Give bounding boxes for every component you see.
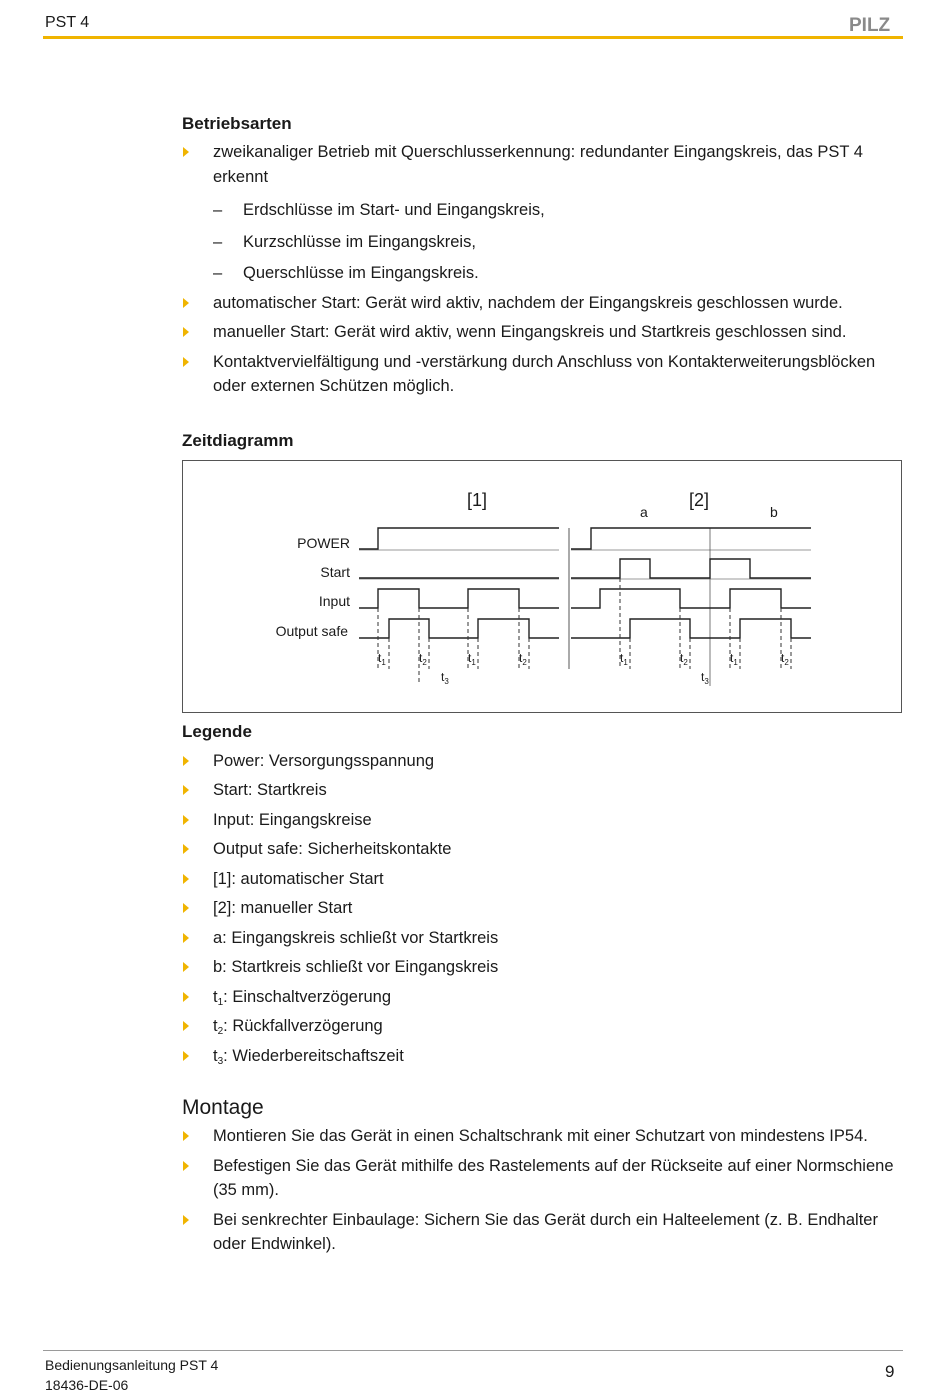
montage-heading: Montage bbox=[182, 1096, 264, 1119]
arrow-bullet-icon bbox=[183, 785, 189, 795]
svg-text:t2 bbox=[781, 651, 789, 667]
arrow-bullet-icon bbox=[183, 327, 189, 337]
signal-label-power: POWER bbox=[297, 534, 350, 551]
betriebsarten-list bbox=[182, 140, 902, 189]
list-item bbox=[182, 1154, 902, 1203]
arrow-bullet-icon bbox=[183, 147, 189, 157]
t-label: t bbox=[213, 1046, 218, 1065]
case-label-a: a bbox=[640, 503, 648, 520]
betriebsarten-list-2 bbox=[182, 291, 902, 399]
list-item bbox=[182, 1044, 902, 1069]
signal-label-output-safe: Output safe bbox=[275, 622, 348, 639]
list-item bbox=[182, 837, 902, 862]
arrow-bullet-icon bbox=[183, 844, 189, 854]
svg-text:t2 bbox=[519, 651, 527, 667]
dash-bullet: – bbox=[213, 264, 223, 282]
t-label: t bbox=[213, 1017, 218, 1035]
arrow-bullet-icon bbox=[183, 815, 189, 825]
betriebsarten-heading: Betriebsarten bbox=[182, 114, 292, 133]
t2-label: t bbox=[680, 650, 684, 665]
list-item bbox=[182, 1124, 902, 1149]
list-item-text: automatischer Start: Gerät wird aktiv, nachdem der Eingangskreis geschlossen wurde. bbox=[213, 293, 843, 312]
list-item bbox=[182, 778, 902, 803]
t2-label: t bbox=[781, 650, 785, 665]
t-subscript: 2 bbox=[217, 1026, 224, 1037]
signal-label-input: Input bbox=[318, 592, 350, 609]
t3-sub: 3 bbox=[444, 676, 449, 686]
svg-text:t3 bbox=[441, 670, 449, 686]
list-item-text: [1]: automatischer Start bbox=[213, 869, 384, 888]
t3-label: t bbox=[701, 669, 705, 684]
arrow-bullet-icon bbox=[183, 1051, 189, 1061]
betriebsarten-sublist bbox=[182, 198, 902, 286]
arrow-bullet-icon bbox=[183, 1215, 189, 1225]
list-item-text: a: Eingangskreis schließt vor Startkreis bbox=[213, 928, 499, 947]
list-item bbox=[182, 955, 902, 980]
t2-label: t bbox=[419, 650, 423, 665]
list-item-text: Montieren Sie das Gerät in einen Schaltschrank mit einer Schutzart von mindestens IP54. bbox=[213, 1127, 868, 1145]
list-item bbox=[182, 926, 902, 951]
t-subscript: 1 bbox=[217, 996, 224, 1008]
list-item bbox=[182, 1208, 902, 1257]
zeitdiagramm-heading: Zeitdiagramm bbox=[182, 430, 294, 450]
arrow-bullet-icon bbox=[183, 1021, 189, 1031]
t-subscript: 3 bbox=[217, 1055, 224, 1067]
t2-sub: 2 bbox=[422, 657, 427, 667]
sub-item-text: Querschlüsse im Eingangskreis. bbox=[243, 264, 479, 282]
arrow-bullet-icon bbox=[183, 874, 189, 884]
t1-label: t bbox=[468, 650, 472, 665]
list-item-text: Power: Versorgungsspannung bbox=[213, 751, 435, 770]
svg-text:t2 bbox=[680, 651, 688, 667]
list-item-text: : Rückfallverzögerung bbox=[223, 1017, 383, 1035]
arrow-bullet-icon bbox=[183, 756, 189, 766]
list-item bbox=[182, 350, 902, 399]
t1-sub: 1 bbox=[623, 657, 628, 667]
svg-text:t3 bbox=[701, 670, 709, 686]
footer-manual-title: Bedienungsanleitung PST 4 bbox=[45, 1357, 219, 1373]
dash-bullet: – bbox=[213, 201, 223, 219]
svg-text:t1 bbox=[378, 651, 386, 667]
list-item-text: Start: Startkreis bbox=[213, 781, 327, 799]
list-item bbox=[182, 896, 902, 921]
arrow-bullet-icon bbox=[183, 933, 189, 943]
t2-sub: 2 bbox=[784, 657, 789, 667]
list-item-text: Kontaktvervielfältigung und -verstärkung durch Anschluss von Kontakterweiterungsblöcken oder externen Schützen möglich. bbox=[213, 352, 876, 395]
list-item-text: Input: Eingangskreise bbox=[213, 810, 372, 829]
list-item-text: Befestigen Sie das Gerät mithilfe des Rastelements auf der Rückseite auf einer Normschiene (35 mm). bbox=[213, 1156, 894, 1199]
header-title: PST 4 bbox=[45, 14, 90, 31]
svg-text:t2 bbox=[419, 651, 427, 667]
list-item bbox=[182, 140, 902, 189]
arrow-bullet-icon bbox=[183, 992, 189, 1002]
case-label-b: b bbox=[770, 503, 778, 520]
t1-sub: 1 bbox=[733, 657, 738, 667]
list-item bbox=[182, 749, 902, 774]
list-item-text: Output safe: Sicherheitskontakte bbox=[213, 840, 452, 858]
svg-text:t1 bbox=[730, 651, 738, 667]
t3-sub: 3 bbox=[704, 676, 709, 686]
legende-list bbox=[182, 749, 902, 1069]
arrow-bullet-icon bbox=[183, 298, 189, 308]
header-rule bbox=[43, 36, 903, 39]
arrow-bullet-icon bbox=[183, 1161, 189, 1171]
arrow-bullet-icon bbox=[183, 1131, 189, 1141]
t1-label: t bbox=[378, 650, 382, 665]
timing-diagram-svg bbox=[183, 461, 903, 714]
t3-label: t bbox=[441, 669, 445, 684]
sub-item-text: Kurzschlüsse im Eingangskreis, bbox=[243, 232, 476, 251]
legende-heading: Legende bbox=[182, 721, 252, 741]
list-item bbox=[182, 808, 902, 833]
svg-text:t1 bbox=[468, 651, 476, 667]
list-item bbox=[182, 1014, 902, 1039]
montage-list bbox=[182, 1124, 902, 1257]
t1-sub: 1 bbox=[381, 657, 386, 667]
pilz-logo-text: PILZ bbox=[849, 16, 891, 34]
t1-sub: 1 bbox=[471, 657, 476, 667]
list-item-text: : Einschaltverzögerung bbox=[223, 987, 392, 1006]
list-item-text: : Wiederbereitschaftszeit bbox=[223, 1046, 404, 1065]
list-item bbox=[182, 867, 902, 892]
footer-doc-number: 18436-DE-06 bbox=[45, 1377, 129, 1393]
t1-label: t bbox=[730, 650, 734, 665]
timing-diagram bbox=[182, 460, 902, 713]
sub-list-item bbox=[182, 230, 902, 255]
t1-label: t bbox=[620, 650, 624, 665]
dash-bullet: – bbox=[213, 232, 223, 251]
svg-text:t1 bbox=[620, 651, 628, 667]
arrow-bullet-icon bbox=[183, 903, 189, 913]
list-item bbox=[182, 291, 902, 316]
sub-list-item bbox=[182, 198, 902, 223]
mode-label-1: [1] bbox=[466, 489, 488, 510]
list-item-text: manueller Start: Gerät wird aktiv, wenn Eingangskreis und Startkreis geschlossen sind. bbox=[213, 323, 847, 341]
t2-label: t bbox=[519, 650, 523, 665]
list-item bbox=[182, 320, 902, 345]
list-item bbox=[182, 985, 902, 1010]
t2-sub: 2 bbox=[683, 657, 688, 667]
mode-label-2: [2] bbox=[688, 489, 710, 510]
footer-rule bbox=[43, 1350, 903, 1351]
signal-label-start: Start bbox=[320, 563, 350, 580]
main-content bbox=[182, 112, 902, 1257]
list-item-text: b: Startkreis schließt vor Eingangskreis bbox=[213, 958, 499, 976]
t-label: t bbox=[213, 987, 218, 1006]
list-item-text: zweikanaliger Betrieb mit Querschlusserkennung: redundanter Eingangskreis, das PST 4 erkennt bbox=[213, 143, 863, 186]
arrow-bullet-icon bbox=[183, 962, 189, 972]
sub-list-item bbox=[182, 261, 902, 286]
t2-sub: 2 bbox=[522, 657, 527, 667]
list-item-text: Bei senkrechter Einbaulage: Sichern Sie das Gerät durch ein Halteelement (z. B. Endhalter oder Endwinkel). bbox=[213, 1210, 878, 1253]
sub-item-text: Erdschlüsse im Start- und Eingangskreis, bbox=[243, 201, 545, 219]
list-item-text: [2]: manueller Start bbox=[213, 899, 353, 917]
page-number: 9 bbox=[885, 1362, 895, 1381]
arrow-bullet-icon bbox=[183, 357, 189, 367]
